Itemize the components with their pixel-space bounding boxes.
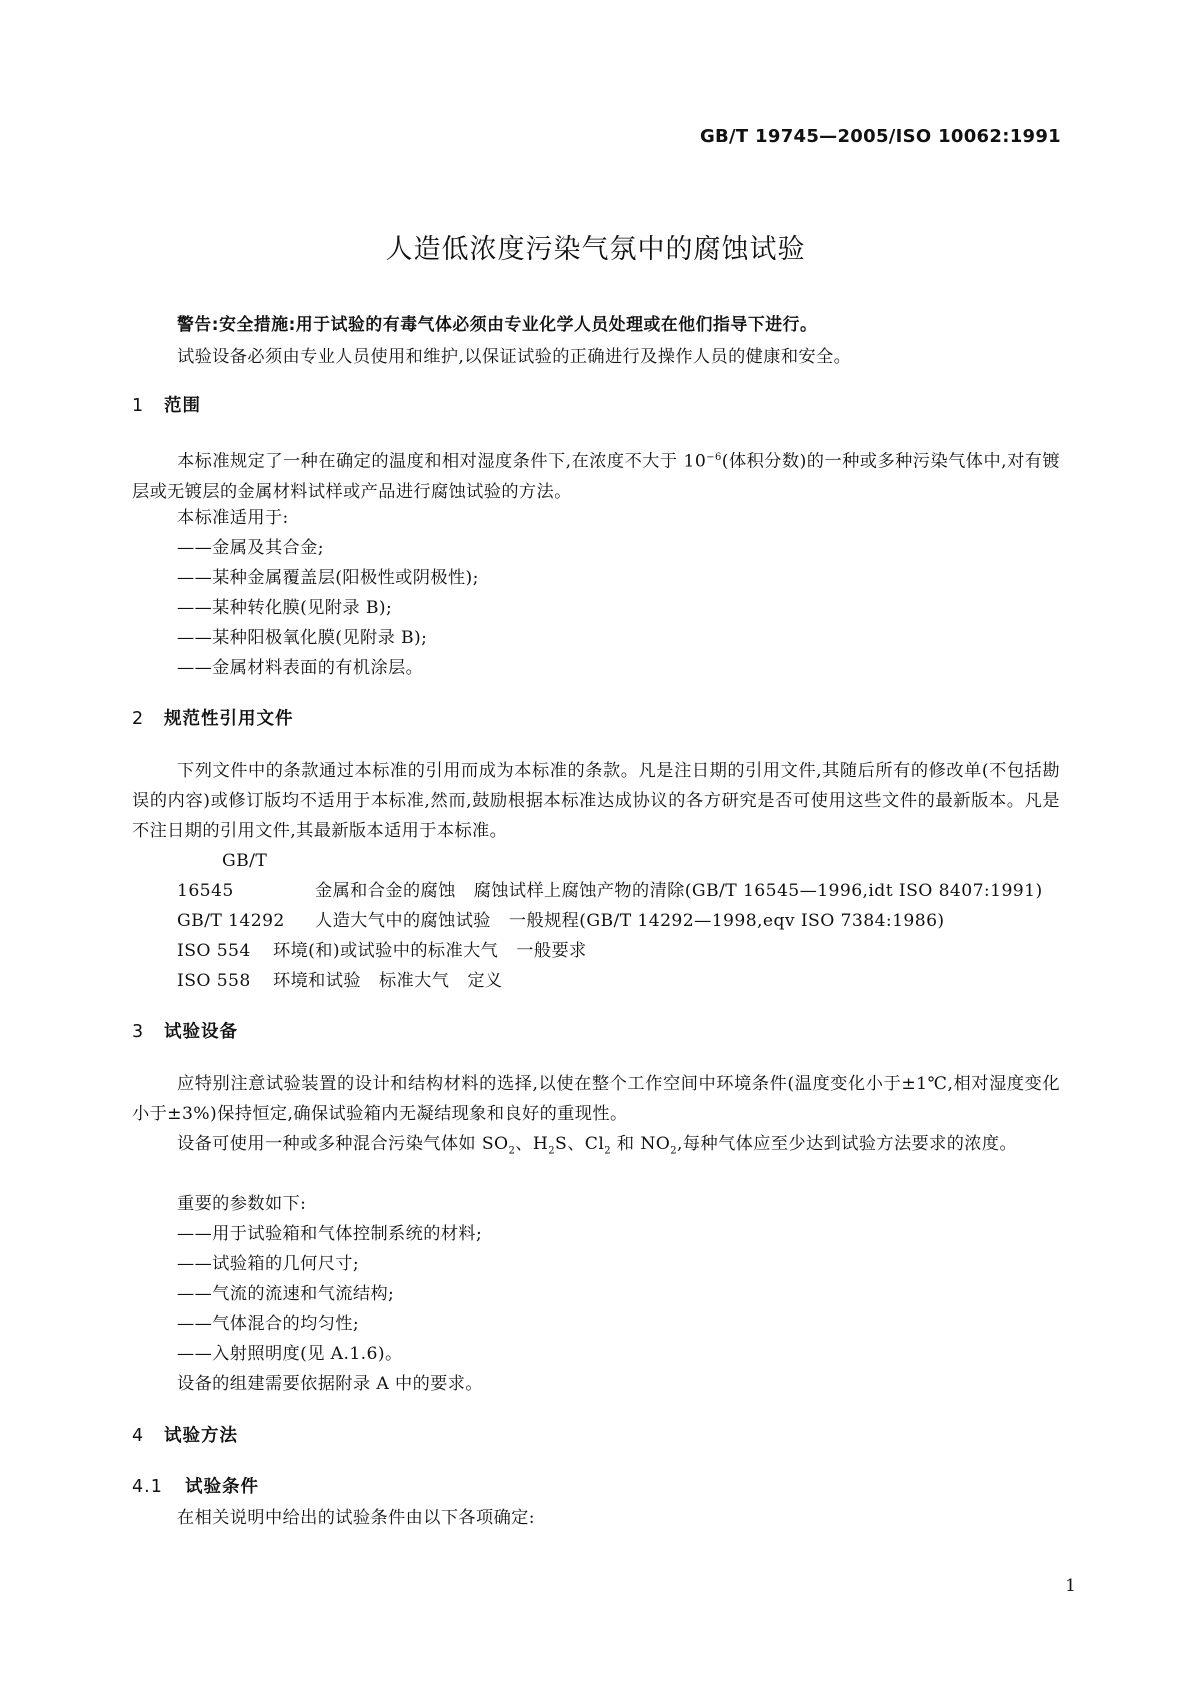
params-intro: 重要的参数如下: bbox=[177, 1194, 307, 1214]
list-item: ——某种金属覆盖层(阳极性或阴极性); bbox=[177, 568, 479, 588]
applies-intro: 本标准适用于: bbox=[177, 508, 289, 528]
section-title: 范围 bbox=[164, 396, 201, 416]
list-item: ——入射照明度(见 A.1.6)。 bbox=[177, 1344, 403, 1364]
conditions-paragraph: 在相关说明中给出的试验条件由以下各项确定: bbox=[177, 1508, 535, 1528]
subsection-title: 试验条件 bbox=[185, 1477, 259, 1497]
section-1-heading bbox=[132, 392, 201, 417]
subsection-number: 4.1 bbox=[132, 1477, 163, 1497]
section-title: 试验方法 bbox=[164, 1426, 238, 1446]
closing-note: 设备的组建需要依据附录 A 中的要求。 bbox=[177, 1374, 483, 1394]
list-item: ——金属及其合金; bbox=[177, 538, 324, 558]
page-number: 1 bbox=[1065, 1576, 1076, 1596]
apparatus-paragraph: 应特别注意试验装置的设计和结构材料的选择,以使在整个工作空间中环境条件(温度变化小于±1℃,相对湿度变化小于±3%)保持恒定,确保试验箱内无凝结现象和良好的重现性。 bbox=[132, 1074, 1060, 1124]
list-item: ——某种转化膜(见附录 B); bbox=[177, 598, 393, 618]
standard-code: GB/T 19745—2005/ISO 10062:1991 bbox=[699, 126, 1061, 147]
section-title: 试验设备 bbox=[164, 1022, 238, 1042]
list-item: ——某种阳极氧化膜(见附录 B); bbox=[177, 628, 428, 648]
list-item: ——试验箱的几何尺寸; bbox=[177, 1254, 360, 1274]
reference-item: GB/T 16545 金属和合金的腐蚀 腐蚀试样上腐蚀产物的清除(GB/T 16545—1996,idt ISO 8407:1991) bbox=[177, 851, 1043, 901]
list-item: ——气流的流速和气流结构; bbox=[177, 1284, 395, 1304]
section-number: 4 bbox=[132, 1426, 145, 1446]
reference-item: ISO 558 环境和试验 标准大气 定义 bbox=[177, 971, 503, 991]
subsection-4-1-heading bbox=[132, 1473, 259, 1498]
reference-item: ISO 554 环境(和)或试验中的标准大气 一般要求 bbox=[177, 941, 587, 961]
section-2-heading bbox=[132, 705, 294, 730]
section-number: 3 bbox=[132, 1022, 145, 1042]
list-item: ——金属材料表面的有机涂层。 bbox=[177, 658, 424, 678]
safety-note: 试验设备必须由专业人员使用和维护,以保证试验的正确进行及操作人员的健康和安全。 bbox=[177, 347, 852, 367]
gases-paragraph: 设备可使用一种或多种混合污染气体如 $SO_2$、$H_2S$、$Cl_2$ 和 $NO_2$,每种气体应至少达到试验方法要求的浓度。 bbox=[177, 1134, 1018, 1157]
safety-warning: 警告:安全措施:用于试验的有毒气体必须由专业化学人员处理或在他们指导下进行。 bbox=[177, 314, 818, 334]
section-number: 1 bbox=[132, 396, 145, 416]
list-item: ——用于试验箱和气体控制系统的材料; bbox=[177, 1224, 483, 1244]
section-3-heading bbox=[132, 1018, 238, 1043]
document-title: 人造低浓度污染气氛中的腐蚀试验 bbox=[385, 234, 806, 265]
section-4-heading bbox=[132, 1422, 238, 1447]
scope-paragraph: 本标准规定了一种在确定的温度和相对湿度条件下,在浓度不大于 $10^{-6}$(体积分数)的一种或多种污染气体中,对有镀层或无镀层的金属材料试样或产品进行腐蚀试验的方法。 bbox=[132, 451, 1060, 502]
section-number: 2 bbox=[132, 709, 145, 729]
normative-refs-paragraph: 下列文件中的条款通过本标准的引用而成为本标准的条款。凡是注日期的引用文件,其随后所有的修改单(不包括勘误的内容)或修订版均不适用于本标准,然而,鼓励根据本标准达成协议的各方研究是否可使用这些文件的最新版本。凡是不注日期的引用文件,其最新版本适用于本标准。 bbox=[132, 761, 1060, 841]
section-title: 规范性引用文件 bbox=[164, 709, 294, 729]
list-item: ——气体混合的均匀性; bbox=[177, 1314, 360, 1334]
reference-item: GB/T 14292 人造大气中的腐蚀试验 一般规程(GB/T 14292—1998,eqv ISO 7384:1986) bbox=[177, 911, 945, 931]
